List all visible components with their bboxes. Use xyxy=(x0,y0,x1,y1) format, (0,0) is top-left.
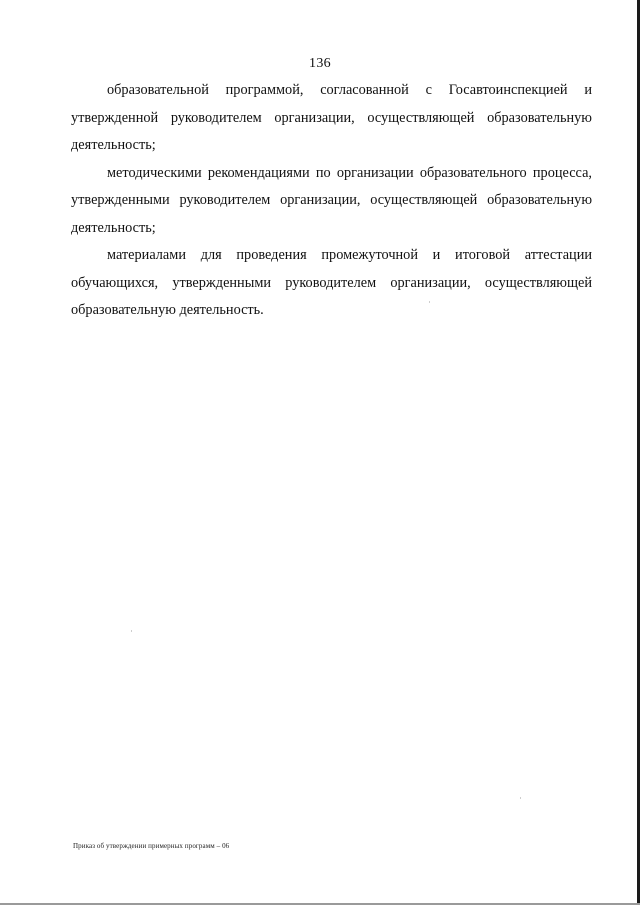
paragraph-methodical-recommendations: методическими рекомендациями по организации образовательного процесса, утвержденными руководителем организации, осуществляющей образовательную деятельность; xyxy=(71,164,592,236)
scan-speck xyxy=(520,797,521,799)
footer-note: Приказ об утверждении примерных программ – 06 xyxy=(73,842,230,850)
paragraph-attestation-materials: материалами для проведения промежуточной и итоговой аттестации обучающихся, утвержденными руководителем организации, осуществляющей образовательную деятельность. xyxy=(71,247,592,318)
page-number: 136 xyxy=(309,56,331,71)
scan-speck xyxy=(429,301,430,303)
scan-speck xyxy=(131,630,132,632)
body-text xyxy=(71,77,592,325)
paragraph-educational-program: образовательной программой, согласованной с Госавтоинспекцией и утвержденной руководителем организации, осуществляющей образовательную деятельность; xyxy=(71,82,592,153)
